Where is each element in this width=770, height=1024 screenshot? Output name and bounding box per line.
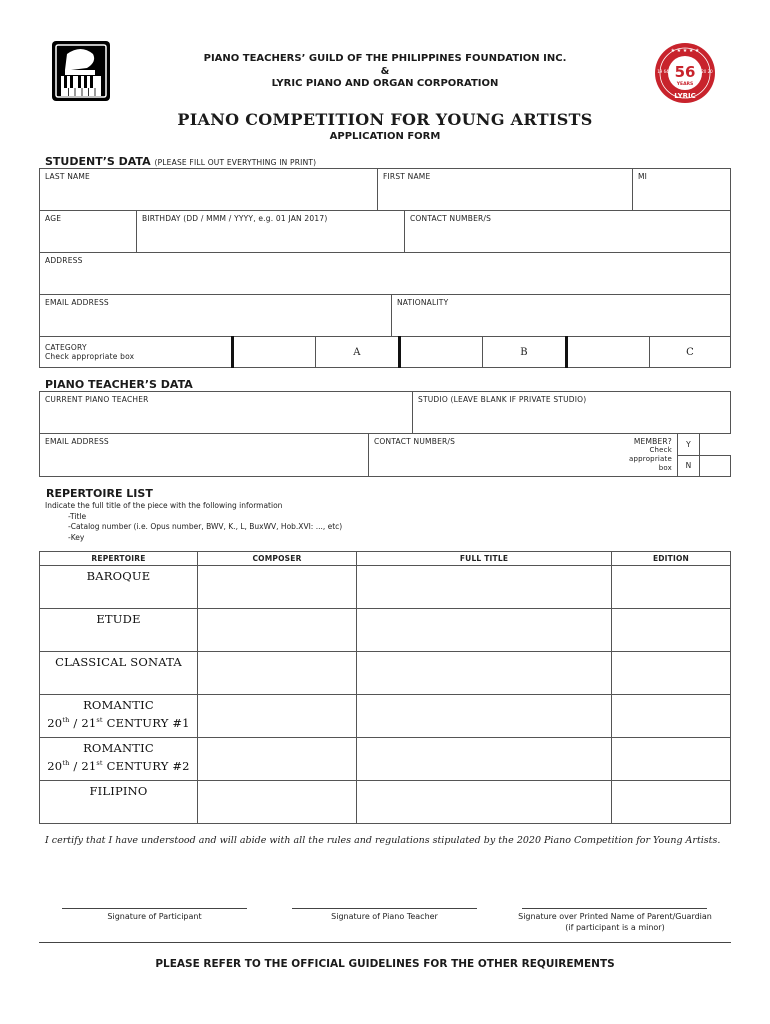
certification-statement: I certify that I have understood and will abide with all the rules and regulations stipulated by the 2020 Piano Competition for Young Artists. bbox=[45, 835, 721, 846]
student-row-2 bbox=[39, 210, 731, 253]
teacher-signature-label: Signature of Piano Teacher bbox=[331, 912, 438, 921]
member-yes-checkbox[interactable]: Y bbox=[678, 434, 700, 456]
full-title-cell[interactable] bbox=[357, 609, 612, 652]
parent-signature-label: Signature over Printed Name of Parent/Guardian (if participant is a minor) bbox=[500, 911, 730, 933]
col-full-title: FULL TITLE bbox=[357, 552, 612, 566]
repertoire-instructions: Indicate the full title of the piece with the following information -Title -Catalog number (i.e. Opus number, BWV, K., L, BuxWV, Hob.XVI: ..., etc) -Key bbox=[45, 501, 343, 542]
category-b-label: B bbox=[483, 337, 567, 368]
table-row bbox=[40, 652, 731, 695]
composer-cell[interactable] bbox=[198, 566, 357, 609]
parent-signature-line[interactable] bbox=[522, 908, 707, 909]
row-romantic-1: ROMANTIC 20th / 21st CENTURY #1 bbox=[40, 695, 198, 738]
teacher-data-heading: PIANO TEACHER’S DATA bbox=[45, 378, 193, 391]
member-no-checkbox[interactable]: N bbox=[678, 455, 700, 477]
col-composer: COMPOSER bbox=[198, 552, 357, 566]
teacher-contact-field[interactable]: CONTACT NUMBER/S bbox=[369, 434, 613, 477]
category-c-label: C bbox=[650, 337, 731, 368]
current-teacher-field[interactable]: CURRENT PIANO TEACHER bbox=[40, 392, 413, 434]
badge-right-years: 20 20 bbox=[701, 69, 713, 74]
full-title-cell[interactable] bbox=[357, 652, 612, 695]
table-row bbox=[40, 781, 731, 824]
edition-cell[interactable] bbox=[612, 738, 731, 781]
student-data-table bbox=[39, 168, 731, 211]
category-row bbox=[39, 336, 731, 368]
composer-cell[interactable] bbox=[198, 781, 357, 824]
row-baroque: BAROQUE bbox=[40, 566, 198, 609]
edition-cell[interactable] bbox=[612, 566, 731, 609]
full-title-cell[interactable] bbox=[357, 566, 612, 609]
badge-brand: LYRIC bbox=[674, 92, 696, 100]
repertoire-heading: REPERTOIRE LIST bbox=[46, 487, 153, 500]
students-data-heading: STUDENT’S DATA (PLEASE FILL OUT EVERYTHING IN PRINT) bbox=[45, 155, 317, 168]
category-b-checkbox[interactable] bbox=[400, 337, 483, 368]
composer-cell[interactable] bbox=[198, 652, 357, 695]
row-romantic-2: ROMANTIC 20th / 21st CENTURY #2 bbox=[40, 738, 198, 781]
full-title-cell[interactable] bbox=[357, 738, 612, 781]
edition-cell[interactable] bbox=[612, 695, 731, 738]
last-name-field[interactable]: LAST NAME bbox=[40, 169, 378, 211]
repertoire-table bbox=[39, 551, 731, 824]
age-field[interactable]: AGE bbox=[40, 211, 137, 253]
org-line-2: LYRIC PIANO AND ORGAN CORPORATION bbox=[271, 78, 499, 89]
composer-cell[interactable] bbox=[198, 609, 357, 652]
participant-signature-label: Signature of Participant bbox=[107, 912, 202, 921]
full-title-cell[interactable] bbox=[357, 781, 612, 824]
table-row bbox=[40, 609, 731, 652]
teacher-row-1 bbox=[39, 391, 731, 434]
contact-number-field[interactable]: CONTACT NUMBER/S bbox=[405, 211, 731, 253]
nationality-field[interactable]: NATIONALITY bbox=[392, 295, 731, 337]
col-edition: EDITION bbox=[612, 552, 731, 566]
table-row bbox=[40, 566, 731, 609]
svg-text:★ ★ ★ ★ ★: ★ ★ ★ ★ ★ bbox=[670, 48, 700, 54]
full-title-cell[interactable] bbox=[357, 695, 612, 738]
row-filipino: FILIPINO bbox=[40, 781, 198, 824]
category-a-checkbox[interactable] bbox=[233, 337, 316, 368]
teacher-email-field[interactable]: EMAIL ADDRESS bbox=[40, 434, 369, 477]
address-field[interactable]: ADDRESS bbox=[40, 253, 731, 295]
table-row bbox=[40, 738, 731, 781]
page-subtitle: APPLICATION FORM bbox=[329, 131, 441, 142]
teacher-signature-line[interactable] bbox=[292, 908, 477, 909]
student-email-field[interactable]: EMAIL ADDRESS bbox=[40, 295, 392, 337]
students-data-note: (PLEASE FILL OUT EVERYTHING IN PRINT) bbox=[154, 158, 317, 167]
student-row-3 bbox=[39, 252, 731, 295]
row-etude: ETUDE bbox=[40, 609, 198, 652]
badge-number: 56 bbox=[674, 63, 696, 81]
parent-signature-note: (if participant is a minor) bbox=[565, 923, 665, 932]
first-name-field[interactable]: FIRST NAME bbox=[378, 169, 633, 211]
row-classical-sonata: CLASSICAL SONATA bbox=[40, 652, 198, 695]
badge-left-years: 19 64 bbox=[657, 69, 669, 74]
org-line-1: PIANO TEACHERS’ GUILD OF THE PHILIPPINES FOUNDATION INC. bbox=[203, 53, 567, 64]
birthday-field[interactable]: BIRTHDAY (DD / MMM / YYYY, e.g. 01 JAN 2017) bbox=[137, 211, 405, 253]
page-title: PIANO COMPETITION FOR YOUNG ARTISTS bbox=[177, 110, 593, 129]
edition-cell[interactable] bbox=[612, 652, 731, 695]
composer-cell[interactable] bbox=[198, 738, 357, 781]
edition-cell[interactable] bbox=[612, 609, 731, 652]
footer-divider bbox=[39, 942, 731, 943]
student-row-4 bbox=[39, 294, 731, 337]
mi-field[interactable]: MI bbox=[633, 169, 731, 211]
teacher-row-2 bbox=[39, 433, 731, 477]
footer-note: PLEASE REFER TO THE OFFICIAL GUIDELINES FOR THE OTHER REQUIREMENTS bbox=[155, 958, 615, 970]
composer-cell[interactable] bbox=[198, 695, 357, 738]
category-label: CATEGORY Check appropriate box bbox=[40, 337, 233, 368]
edition-cell[interactable] bbox=[612, 781, 731, 824]
col-repertoire: REPERTOIRE bbox=[40, 552, 198, 566]
category-hint: Check appropriate box bbox=[45, 352, 135, 361]
org-ampersand: & bbox=[380, 66, 390, 77]
badge-years: YEARS bbox=[676, 82, 694, 87]
participant-signature-line[interactable] bbox=[62, 908, 247, 909]
table-row bbox=[40, 695, 731, 738]
category-a-label: A bbox=[316, 337, 400, 368]
studio-field[interactable]: STUDIO (LEAVE BLANK IF PRIVATE STUDIO) bbox=[413, 392, 731, 434]
member-label: MEMBER? Check appropriate box bbox=[613, 434, 678, 477]
category-c-checkbox[interactable] bbox=[567, 337, 650, 368]
